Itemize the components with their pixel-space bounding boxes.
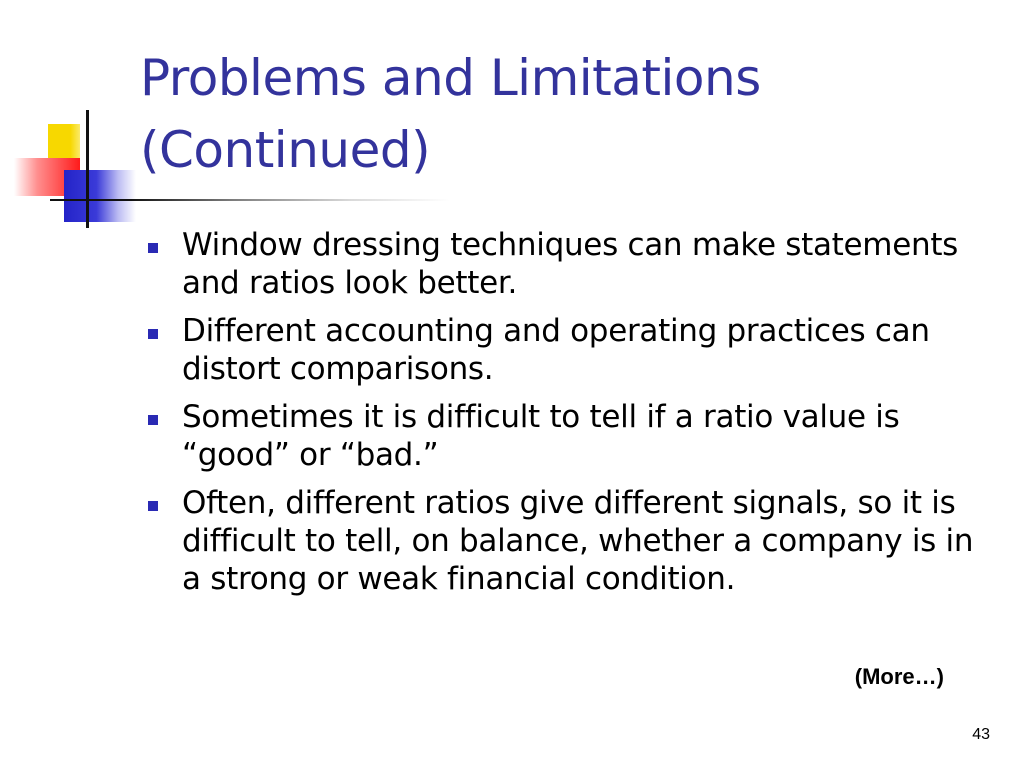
square-bullet-icon — [148, 329, 158, 339]
slide-title-line-2: (Continued) — [140, 121, 431, 179]
bullet-item — [140, 484, 980, 598]
square-bullet-icon — [148, 501, 158, 511]
title-underline-divider — [50, 199, 450, 201]
bullet-item — [140, 312, 980, 388]
bullet-text: Often, different ratios give different signals, so it is difficult to tell, on balance, whether a company is in a strong or weak financial condition. — [182, 485, 974, 597]
bullet-list — [140, 226, 980, 608]
bullet-item — [140, 226, 980, 302]
bullet-text: Different accounting and operating practices can distort comparisons. — [182, 313, 930, 387]
bullet-text: Sometimes it is difficult to tell if a ratio value is “good” or “bad.” — [182, 399, 900, 473]
square-bullet-icon — [148, 415, 158, 425]
bullet-item — [140, 398, 980, 474]
decorative-vertical-line — [86, 110, 89, 228]
more-indicator: (More…) — [854, 664, 944, 689]
bullet-text: Window dressing techniques can make statements and ratios look better. — [182, 227, 959, 301]
slide-title — [140, 42, 761, 186]
slide-title-line-1: Problems and Limitations — [140, 49, 761, 107]
page-number: 43 — [972, 726, 990, 743]
square-bullet-icon — [148, 243, 158, 253]
decorative-blue-square — [64, 170, 136, 222]
